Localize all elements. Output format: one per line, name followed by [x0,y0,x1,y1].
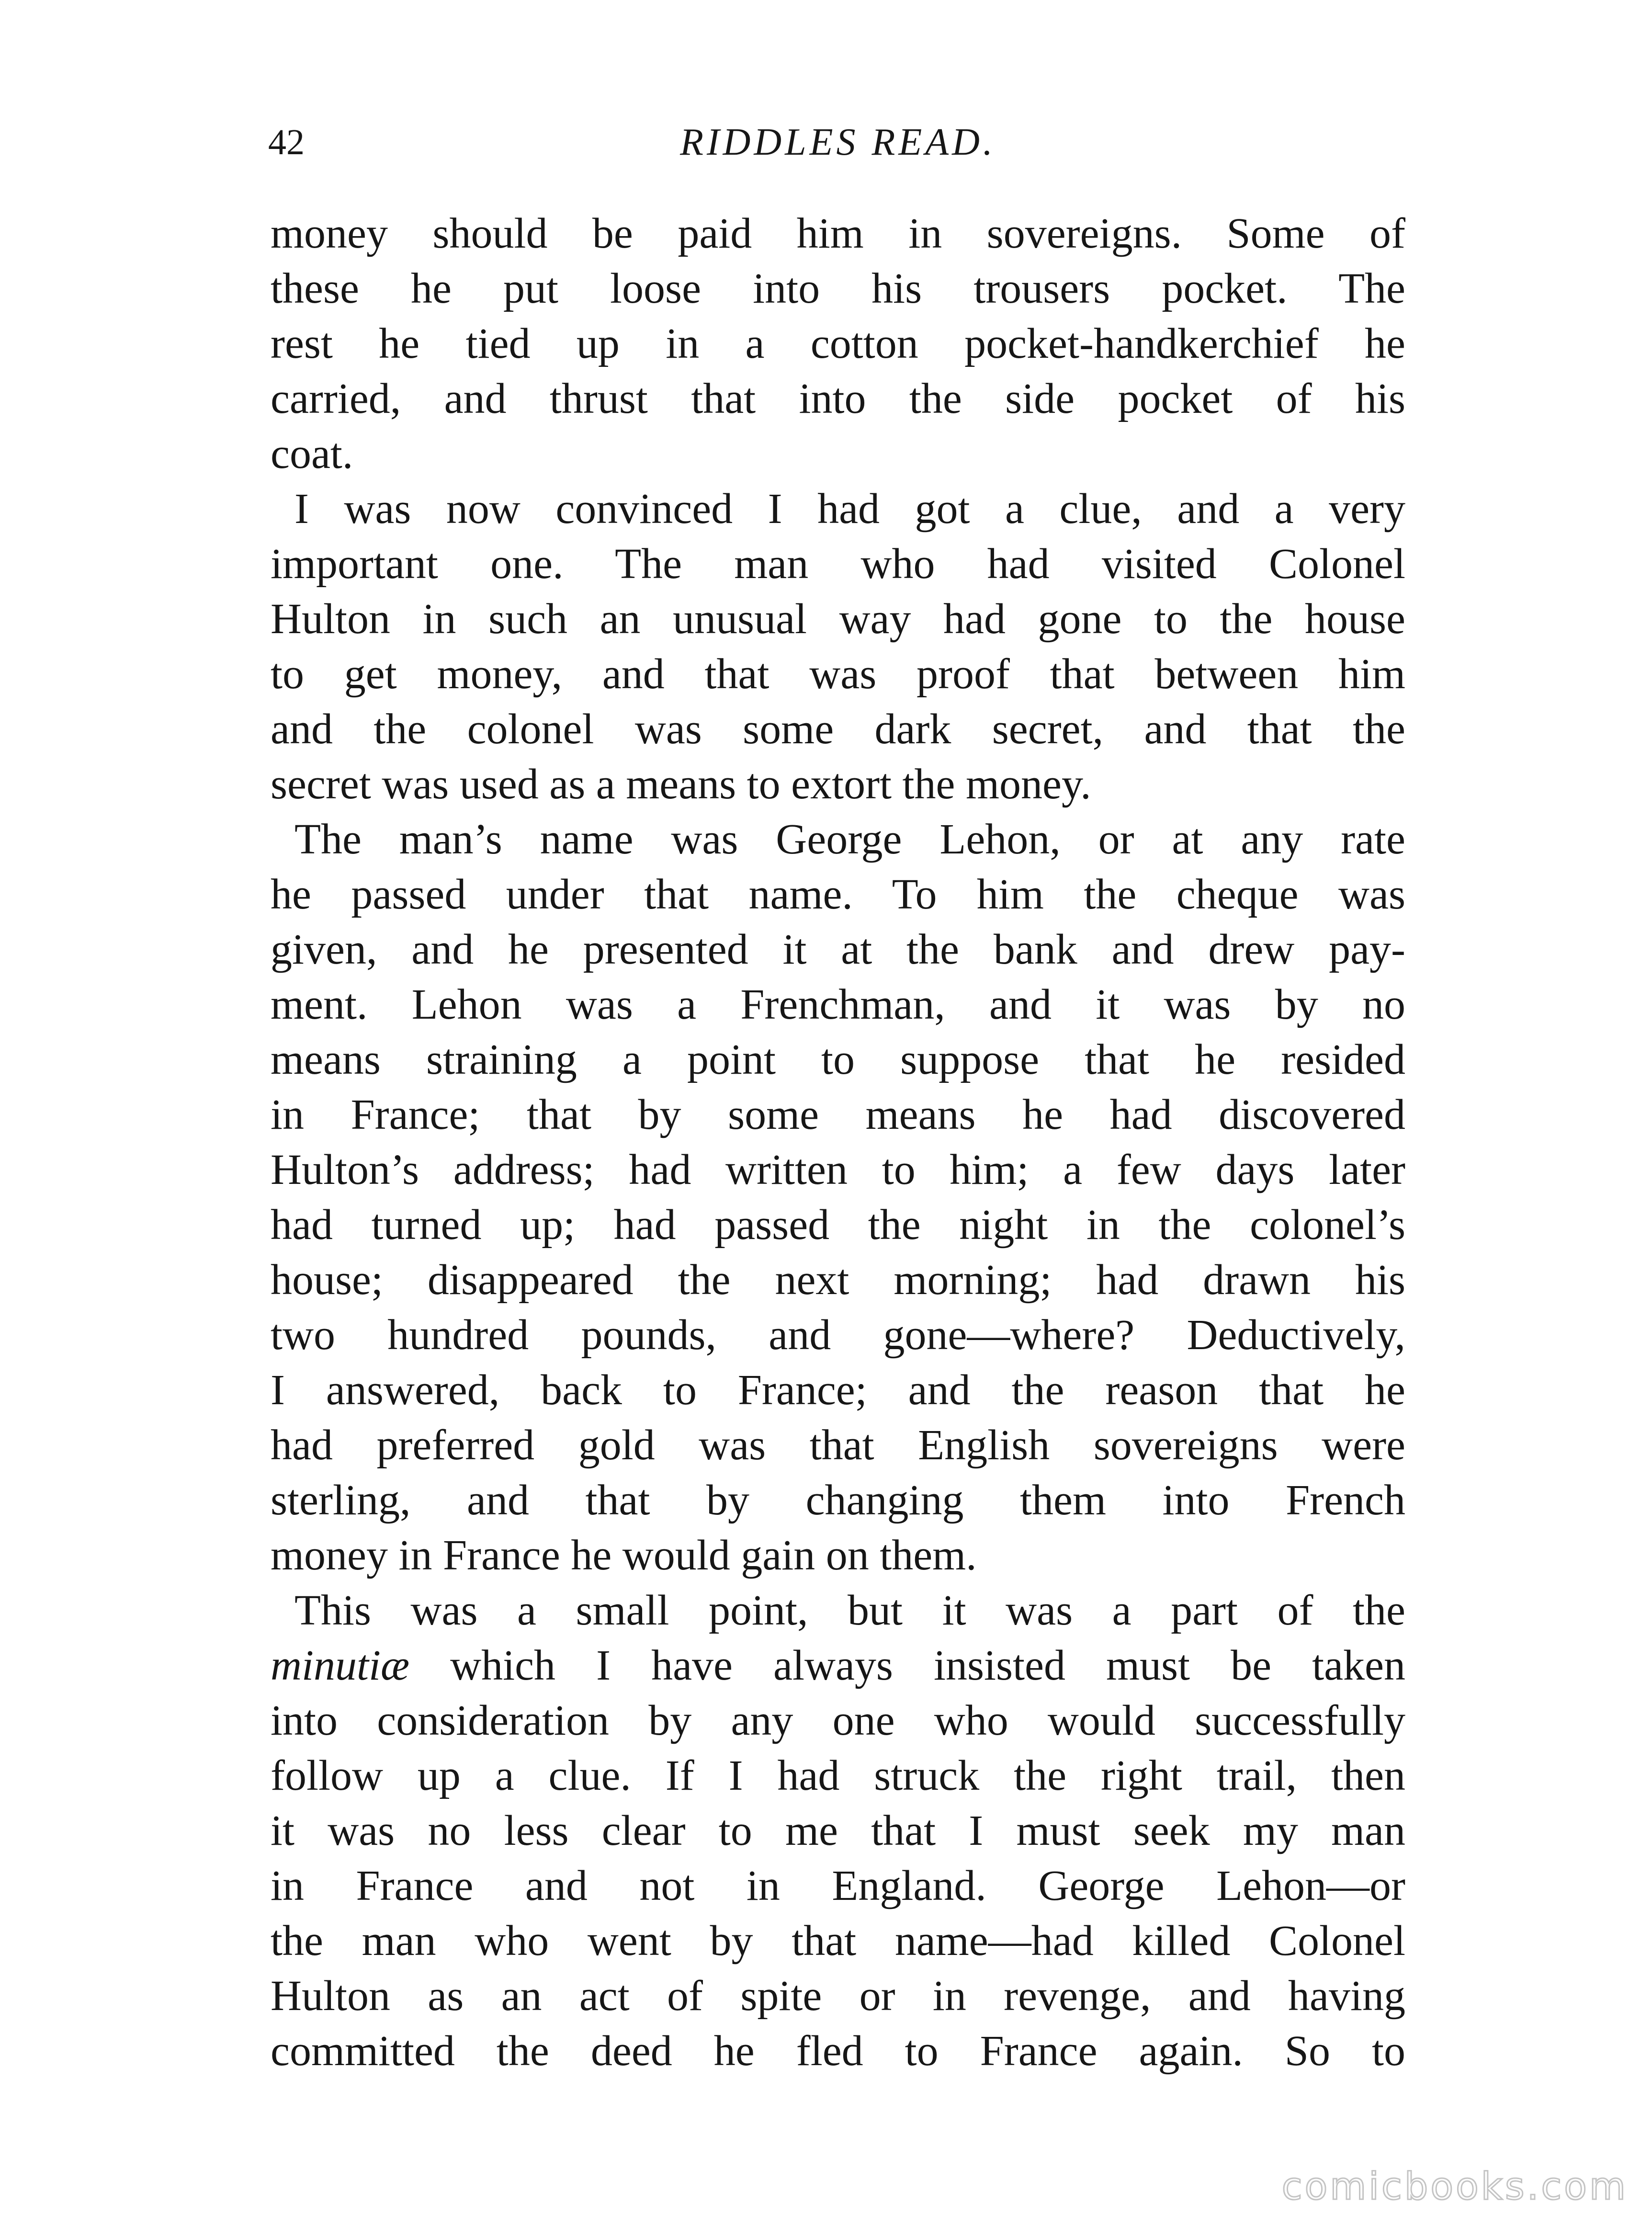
line-text: sterling, and that by changing them into French [271,1477,1405,1524]
text-line [271,261,1405,316]
line-text: two hundred pounds, and gone—where? Deductively, [271,1311,1405,1359]
text-line [271,426,1405,481]
line-text: had turned up; had passed the night in the colonel’s [271,1201,1405,1249]
text-line [271,316,1405,371]
body-text [271,206,1405,2079]
line-text: it was no less clear to me that I must seek my man [271,1807,1405,1854]
text-line [271,702,1405,757]
line-text: Hulton as an act of spite or in revenge, and having [271,1972,1405,2020]
line-text: in France; that by some means he had discovered [271,1091,1405,1138]
line-text: to get money, and that was proof that between him [271,650,1405,698]
text-line [271,1858,1405,1913]
text-line [271,1473,1405,1528]
text-line [271,977,1405,1032]
text-line [271,206,1405,261]
watermark: comicbooks.com [1281,2165,1628,2208]
line-text: secret was used as a means to extort the money. [271,761,1091,808]
line-text-continued: which I have always insisted must be taken [409,1642,1405,1689]
page-header [268,116,1408,169]
line-text: Hulton in such an unusual way had gone to the house [271,595,1405,643]
italic-term: minutiæ [271,1642,410,1689]
line-text: he passed under that name. To him the cheque was [271,871,1405,918]
text-line [271,922,1405,977]
text-line [271,2023,1405,2079]
text-line [271,867,1405,922]
line-text: follow up a clue. If I had struck the right trail, then [271,1752,1405,1799]
line-text: I answered, back to France; and the reason that he [271,1366,1405,1414]
text-line [271,1693,1405,1748]
page-number: 42 [268,122,305,162]
line-text: important one. The man who had visited Colonel [271,540,1405,588]
line-text: Hulton’s address; had written to him; a few days later [271,1146,1405,1193]
text-line [271,1307,1405,1363]
line-text: I was now convinced I had got a clue, and a very [294,485,1405,533]
text-line [271,1087,1405,1142]
text-line [271,591,1405,647]
text-line [271,757,1405,812]
text-line [271,1252,1405,1307]
line-text: in France and not in England. George Lehon—or [271,1862,1405,1909]
line-text: had preferred gold was that English sovereigns were [271,1421,1405,1469]
text-line [271,1913,1405,1968]
line-text: these he put loose into his trousers pocket. The [271,265,1405,312]
text-line [271,1032,1405,1087]
line-text: coat. [271,430,353,477]
line-text: the man who went by that name—had killed Colonel [271,1917,1405,1965]
text-line [271,371,1405,426]
line-text: means straining a point to suppose that he resided [271,1036,1405,1083]
text-line [271,1197,1405,1252]
line-text: This was a small point, but it was a part of the [294,1587,1405,1634]
line-text: rest he tied up in a cotton pocket-handkerchief he [271,320,1405,367]
text-line [271,536,1405,591]
line-text: committed the deed he fled to France again. So to [271,2027,1405,2075]
line-text: house; disappeared the next morning; had drawn his [271,1256,1405,1304]
text-line [271,1418,1405,1473]
text-line [271,481,1405,536]
text-line [271,1803,1405,1858]
line-text: ment. Lehon was a Frenchman, and it was by no [271,981,1405,1028]
line-text: given, and he presented it at the bank and drew pay- [271,926,1405,973]
text-line [271,647,1405,702]
text-line [271,1583,1405,1638]
line-text: The man’s name was George Lehon, or at any rate [294,816,1405,863]
line-text: into consideration by any one who would successfully [271,1697,1405,1744]
text-line [271,1142,1405,1197]
line-text: carried, and thrust that into the side pocket of his [271,375,1405,422]
text-line [271,1363,1405,1418]
running-head: RIDDLES READ. [680,121,996,163]
text-line [271,1528,1405,1583]
text-line [271,1968,1405,2023]
text-line [271,1748,1405,1803]
line-text: and the colonel was some dark secret, and that the [271,705,1405,753]
text-line [271,1638,1405,1693]
line-text: money should be paid him in sovereigns. Some of [271,210,1405,257]
text-line [271,812,1405,867]
line-text: money in France he would gain on them. [271,1532,977,1579]
